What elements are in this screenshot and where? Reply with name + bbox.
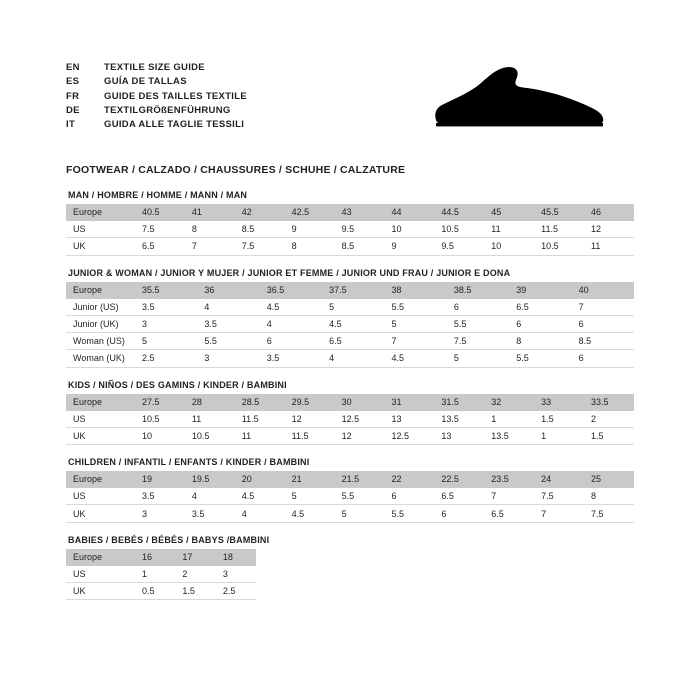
table-row — [66, 549, 256, 566]
size-table — [66, 394, 634, 446]
size-cell: 33 — [534, 394, 584, 411]
table-row — [66, 471, 634, 488]
page-title: FOOTWEAR / CALZADO / CHAUSSURES / SCHUHE / CALZATURE — [66, 164, 406, 176]
size-cell: 5 — [135, 333, 197, 350]
row-label: UK — [66, 505, 135, 522]
size-cell: 1.5 — [175, 583, 215, 600]
size-cell: 44 — [384, 204, 434, 221]
table-row — [66, 488, 634, 505]
size-cell: 4.5 — [260, 298, 322, 315]
size-cell: 2.5 — [216, 583, 256, 600]
size-cell: 3.5 — [197, 315, 259, 332]
size-group — [66, 535, 634, 601]
size-cell: 41 — [185, 204, 235, 221]
size-cell: 3 — [216, 565, 256, 582]
table-row — [66, 221, 634, 238]
size-cell: 6.5 — [484, 505, 534, 522]
size-cell: 7 — [385, 333, 447, 350]
size-cell: 7 — [572, 298, 634, 315]
size-cell: 7 — [484, 488, 534, 505]
size-cell: 1.5 — [534, 410, 584, 427]
size-cell: 10.5 — [434, 221, 484, 238]
row-label: Europe — [66, 204, 135, 221]
size-cell: 10 — [384, 221, 434, 238]
size-cell: 1 — [135, 565, 175, 582]
size-cell: 6 — [572, 315, 634, 332]
size-cell: 12.5 — [384, 427, 434, 444]
size-cell: 0.5 — [135, 583, 175, 600]
size-cell: 8 — [285, 238, 335, 255]
size-cell: 38.5 — [447, 282, 509, 299]
size-cell: 24 — [534, 471, 584, 488]
table-row — [66, 350, 634, 367]
size-cell: 12 — [335, 427, 385, 444]
language-code: EN — [66, 62, 80, 73]
size-cell: 19.5 — [185, 471, 235, 488]
size-cell: 3.5 — [135, 488, 185, 505]
size-cell: 11 — [584, 238, 634, 255]
size-cell: 13.5 — [484, 427, 534, 444]
size-cell: 8.5 — [235, 221, 285, 238]
size-cell: 9 — [285, 221, 335, 238]
size-cell: 6 — [384, 488, 434, 505]
size-cell: 45.5 — [534, 204, 584, 221]
size-table-body — [66, 549, 256, 600]
row-label: Europe — [66, 282, 135, 299]
row-label: US — [66, 410, 135, 427]
size-cell: 4 — [185, 488, 235, 505]
size-cell: 3 — [197, 350, 259, 367]
size-cell: 6.5 — [509, 298, 571, 315]
size-cell: 8.5 — [572, 333, 634, 350]
table-row — [66, 410, 634, 427]
page-header — [66, 62, 634, 154]
size-cell: 7.5 — [235, 238, 285, 255]
size-cell: 28.5 — [235, 394, 285, 411]
size-table-body — [66, 471, 634, 522]
size-cell: 31 — [384, 394, 434, 411]
size-cell: 5.5 — [385, 298, 447, 315]
language-row — [66, 105, 247, 119]
language-title: TEXTILGRÖßENFÜHRUNG — [104, 104, 231, 116]
size-cell: 11 — [185, 410, 235, 427]
size-cell: 4.5 — [385, 350, 447, 367]
size-cell: 8 — [584, 488, 634, 505]
table-row — [66, 505, 634, 522]
row-label: UK — [66, 427, 135, 444]
row-label: Woman (US) — [66, 333, 135, 350]
size-cell: 7.5 — [584, 505, 634, 522]
size-group-title: KIDS / NIÑOS / DES GAMINS / KINDER / BAMBINI — [68, 379, 287, 390]
size-cell: 7.5 — [135, 221, 185, 238]
size-cell: 10 — [135, 427, 185, 444]
size-cell: 17 — [175, 549, 215, 566]
size-cell: 4.5 — [285, 505, 335, 522]
row-label: Junior (US) — [66, 298, 135, 315]
size-cell: 12.5 — [335, 410, 385, 427]
language-title-list — [66, 62, 247, 133]
size-cell: 13 — [384, 410, 434, 427]
size-cell: 8 — [185, 221, 235, 238]
size-cell: 6.5 — [135, 238, 185, 255]
size-cell: 25 — [584, 471, 634, 488]
size-cell: 11.5 — [534, 221, 584, 238]
size-cell: 3.5 — [185, 505, 235, 522]
size-cell: 44.5 — [434, 204, 484, 221]
row-label: Europe — [66, 394, 135, 411]
size-cell: 19 — [135, 471, 185, 488]
size-cell: 8.5 — [335, 238, 385, 255]
size-table-body — [66, 282, 634, 367]
size-cell: 32 — [484, 394, 534, 411]
size-cell: 11.5 — [285, 427, 335, 444]
size-cell: 43 — [335, 204, 385, 221]
size-cell: 4 — [260, 315, 322, 332]
size-cell: 5 — [322, 298, 384, 315]
size-cell: 11 — [484, 221, 534, 238]
size-group-title: JUNIOR & WOMAN / JUNIOR Y MUJER / JUNIOR ET FEMME / JUNIOR UND FRAU / JUNIOR E DONA — [68, 267, 511, 278]
size-cell: 10.5 — [534, 238, 584, 255]
size-cell: 3.5 — [260, 350, 322, 367]
language-title-list-body — [66, 62, 247, 133]
size-cell: 4 — [197, 298, 259, 315]
language-row — [66, 119, 247, 133]
size-cell: 38 — [385, 282, 447, 299]
size-table — [66, 204, 634, 256]
size-cell: 27.5 — [135, 394, 185, 411]
table-row — [66, 583, 256, 600]
table-row — [66, 282, 634, 299]
size-cell: 6 — [434, 505, 484, 522]
size-cell: 23.5 — [484, 471, 534, 488]
size-cell: 21 — [285, 471, 335, 488]
language-title: GUÍA DE TALLAS — [104, 76, 187, 88]
language-title: GUIDE DES TAILLES TEXTILE — [104, 90, 247, 102]
language-row — [66, 76, 247, 90]
size-group — [66, 268, 634, 368]
size-cell: 6 — [447, 298, 509, 315]
size-cell: 3 — [135, 505, 185, 522]
language-title: TEXTILE SIZE GUIDE — [104, 62, 205, 73]
size-cell: 1 — [484, 410, 534, 427]
size-cell: 45 — [484, 204, 534, 221]
size-cell: 36 — [197, 282, 259, 299]
size-cell: 1 — [534, 427, 584, 444]
size-cell: 2 — [175, 565, 215, 582]
size-cell: 37.5 — [322, 282, 384, 299]
size-cell: 6 — [260, 333, 322, 350]
table-row — [66, 238, 634, 255]
size-cell: 4 — [322, 350, 384, 367]
dress-shoe-icon — [424, 64, 614, 134]
table-row — [66, 333, 634, 350]
size-cell: 11 — [235, 427, 285, 444]
size-cell: 9.5 — [434, 238, 484, 255]
size-cell: 5.5 — [447, 315, 509, 332]
size-cell: 7.5 — [534, 488, 584, 505]
size-cell: 7 — [534, 505, 584, 522]
size-cell: 2.5 — [135, 350, 197, 367]
size-cell: 13.5 — [434, 410, 484, 427]
language-code: ES — [66, 76, 80, 88]
size-cell: 22 — [384, 471, 434, 488]
table-row — [66, 204, 634, 221]
size-cell: 33.5 — [584, 394, 634, 411]
size-group-title: MAN / HOMBRE / HOMME / MANN / MAN — [68, 190, 248, 200]
size-cell: 22.5 — [434, 471, 484, 488]
table-row — [66, 394, 634, 411]
size-cell: 21.5 — [335, 471, 385, 488]
size-cell: 40.5 — [135, 204, 185, 221]
row-label: Europe — [66, 549, 135, 566]
size-cell: 6.5 — [322, 333, 384, 350]
size-cell: 1.5 — [584, 427, 634, 444]
size-cell: 7.5 — [447, 333, 509, 350]
language-title: GUIDA ALLE TAGLIE TESSILI — [104, 119, 245, 131]
size-group — [66, 190, 634, 256]
size-cell: 39 — [509, 282, 571, 299]
size-cell: 10.5 — [185, 427, 235, 444]
size-cell: 36.5 — [260, 282, 322, 299]
size-cell: 5.5 — [384, 505, 434, 522]
row-label: UK — [66, 238, 135, 255]
row-label: US — [66, 488, 135, 505]
language-row — [66, 91, 247, 105]
size-cell: 9.5 — [335, 221, 385, 238]
row-label: Woman (UK) — [66, 350, 135, 367]
size-cell: 6 — [572, 350, 634, 367]
size-cell: 30 — [335, 394, 385, 411]
language-row — [66, 62, 247, 76]
size-table-body — [66, 394, 634, 445]
size-cell: 5 — [335, 505, 385, 522]
size-group — [66, 457, 634, 523]
size-cell: 35.5 — [135, 282, 197, 299]
size-cell: 5.5 — [335, 488, 385, 505]
size-cell: 29.5 — [285, 394, 335, 411]
size-table-body — [66, 204, 634, 255]
size-cell: 5 — [385, 315, 447, 332]
size-table — [66, 471, 634, 523]
size-cell: 10 — [484, 238, 534, 255]
size-table — [66, 282, 634, 368]
size-cell: 6.5 — [434, 488, 484, 505]
row-label: US — [66, 565, 135, 582]
size-cell: 2 — [584, 410, 634, 427]
size-cell: 12 — [285, 410, 335, 427]
size-cell: 31.5 — [434, 394, 484, 411]
size-cell: 46 — [584, 204, 634, 221]
row-label: US — [66, 221, 135, 238]
size-cell: 6 — [509, 315, 571, 332]
size-cell: 4.5 — [322, 315, 384, 332]
size-cell: 40 — [572, 282, 634, 299]
size-cell: 11.5 — [235, 410, 285, 427]
size-cell: 18 — [216, 549, 256, 566]
size-cell: 10.5 — [135, 410, 185, 427]
size-group-title: CHILDREN / INFANTIL / ENFANTS / KINDER / BAMBINI — [68, 457, 310, 468]
size-groups — [66, 190, 634, 600]
size-group — [66, 380, 634, 446]
size-cell: 12 — [584, 221, 634, 238]
size-cell: 5 — [285, 488, 335, 505]
language-code: FR — [66, 90, 80, 102]
table-row — [66, 427, 634, 444]
size-cell: 5.5 — [197, 333, 259, 350]
row-label: UK — [66, 583, 135, 600]
table-row — [66, 298, 634, 315]
row-label: Junior (UK) — [66, 315, 135, 332]
size-cell: 5.5 — [509, 350, 571, 367]
table-row — [66, 565, 256, 582]
size-cell: 28 — [185, 394, 235, 411]
size-cell: 42 — [235, 204, 285, 221]
row-label: Europe — [66, 471, 135, 488]
table-row — [66, 315, 634, 332]
size-cell: 13 — [434, 427, 484, 444]
size-cell: 42.5 — [285, 204, 335, 221]
language-code: DE — [66, 104, 80, 116]
size-cell: 20 — [235, 471, 285, 488]
language-code: IT — [66, 119, 76, 131]
size-cell: 4 — [235, 505, 285, 522]
size-cell: 16 — [135, 549, 175, 566]
size-cell: 3 — [135, 315, 197, 332]
size-cell: 3.5 — [135, 298, 197, 315]
size-group-title: BABIES / BEBÉS / BÉBÉS / BABYS /BAMBINI — [68, 534, 270, 545]
size-cell: 5 — [447, 350, 509, 367]
size-cell: 9 — [384, 238, 434, 255]
size-cell: 4.5 — [235, 488, 285, 505]
size-cell: 7 — [185, 238, 235, 255]
size-table — [66, 549, 256, 601]
size-cell: 8 — [509, 333, 571, 350]
